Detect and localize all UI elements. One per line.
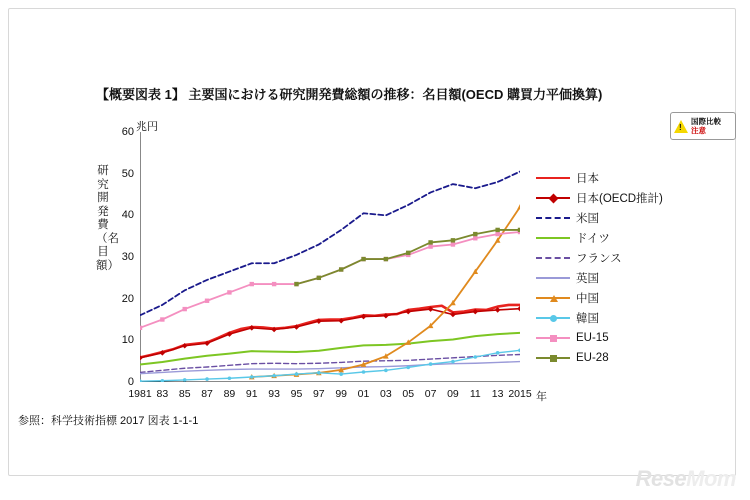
- legend-swatch: [536, 232, 570, 244]
- legend-swatch: [536, 272, 570, 284]
- series-中国: [249, 204, 520, 379]
- legend-swatch: [536, 192, 570, 204]
- y-axis-title: 研究開発費（名目額）: [96, 165, 119, 272]
- y-tick-label: 10: [121, 334, 134, 347]
- x-tick-label: 05: [402, 388, 415, 400]
- x-tick-label: 93: [268, 388, 280, 400]
- legend-item-EU-15: [536, 328, 726, 348]
- series-EU-15: [140, 230, 520, 330]
- x-tick-label: 13: [491, 388, 504, 400]
- x-tick-label: 89: [223, 388, 236, 400]
- y-tick-label: 20: [121, 292, 134, 305]
- legend-swatch: [536, 312, 570, 324]
- x-tick-label: 91: [245, 388, 258, 400]
- x-tick-label: 2015: [508, 388, 532, 400]
- legend-item-韓国: [536, 308, 726, 328]
- legend-label: 米国: [576, 213, 599, 225]
- x-tick-label: 99: [335, 388, 348, 400]
- x-axis-unit-label: 年: [536, 391, 547, 403]
- x-tick-label: 85: [178, 388, 191, 400]
- legend-label: 中国: [576, 293, 599, 305]
- page-title: 【概要図表 1】 主要国における研究開発費総額の推移：名目額(OECD 購買力平価換算): [96, 87, 603, 102]
- legend-swatch: [536, 172, 570, 184]
- legend-swatch: [536, 352, 570, 364]
- legend-swatch: [536, 212, 570, 224]
- legend-item-フランス: [536, 248, 726, 268]
- x-tick-label: 09: [447, 388, 459, 400]
- legend-item-英国: [536, 268, 726, 288]
- x-tick-label: 03: [380, 388, 392, 400]
- legend-label: 英国: [576, 273, 599, 285]
- y-tick-label: 30: [121, 251, 134, 263]
- legend-item-ドイツ: [536, 228, 726, 248]
- legend-label: 日本: [576, 173, 599, 185]
- y-tick-label: 50: [121, 167, 134, 180]
- x-tick-label: 11: [469, 388, 481, 400]
- legend-item-日本: [536, 168, 726, 188]
- y-unit-label: 兆円: [136, 121, 158, 133]
- chart-svg: [140, 132, 520, 382]
- legend-item-中国: [536, 288, 726, 308]
- legend-label: ドイツ: [576, 233, 610, 245]
- warning-line-2: 注意: [691, 126, 706, 135]
- legend-label: 韓国: [576, 313, 599, 325]
- legend-item-日本(OECD推計): [536, 188, 726, 208]
- series-日本(OECD推計): [140, 306, 520, 361]
- x-tick-label: 97: [312, 388, 325, 400]
- legend-swatch: [536, 252, 570, 264]
- y-tick-label: 60: [121, 126, 134, 138]
- x-tick-label: 87: [201, 388, 213, 400]
- source-note: 参照：科学技術指標 2017 図表 1-1-1: [18, 415, 199, 427]
- series-韓国: [140, 349, 520, 382]
- x-tick-label: 01: [357, 388, 370, 400]
- x-tick-label: 83: [156, 388, 169, 400]
- chart-legend: [536, 168, 726, 368]
- legend-swatch: [536, 332, 570, 344]
- legend-label: EU-15: [576, 332, 609, 344]
- series-米国: [140, 172, 520, 316]
- legend-label: EU-28: [576, 352, 609, 364]
- y-tick-label: 40: [121, 209, 134, 222]
- legend-item-米国: [536, 208, 726, 228]
- warning-line-1: 国際比較: [691, 117, 721, 126]
- legend-item-EU-28: [536, 348, 726, 368]
- international-comparison-warning: [670, 112, 736, 140]
- legend-label: フランス: [576, 253, 622, 265]
- watermark: ReseMom: [635, 466, 736, 491]
- x-tick-label: 95: [290, 388, 303, 400]
- y-tick-label: 0: [127, 376, 134, 388]
- x-tick-label: 1981: [128, 388, 152, 400]
- legend-label: 日本(OECD推計): [576, 193, 663, 205]
- warning-triangle-icon: [674, 120, 688, 133]
- legend-swatch: [536, 292, 570, 304]
- x-tick-label: 07: [424, 388, 437, 400]
